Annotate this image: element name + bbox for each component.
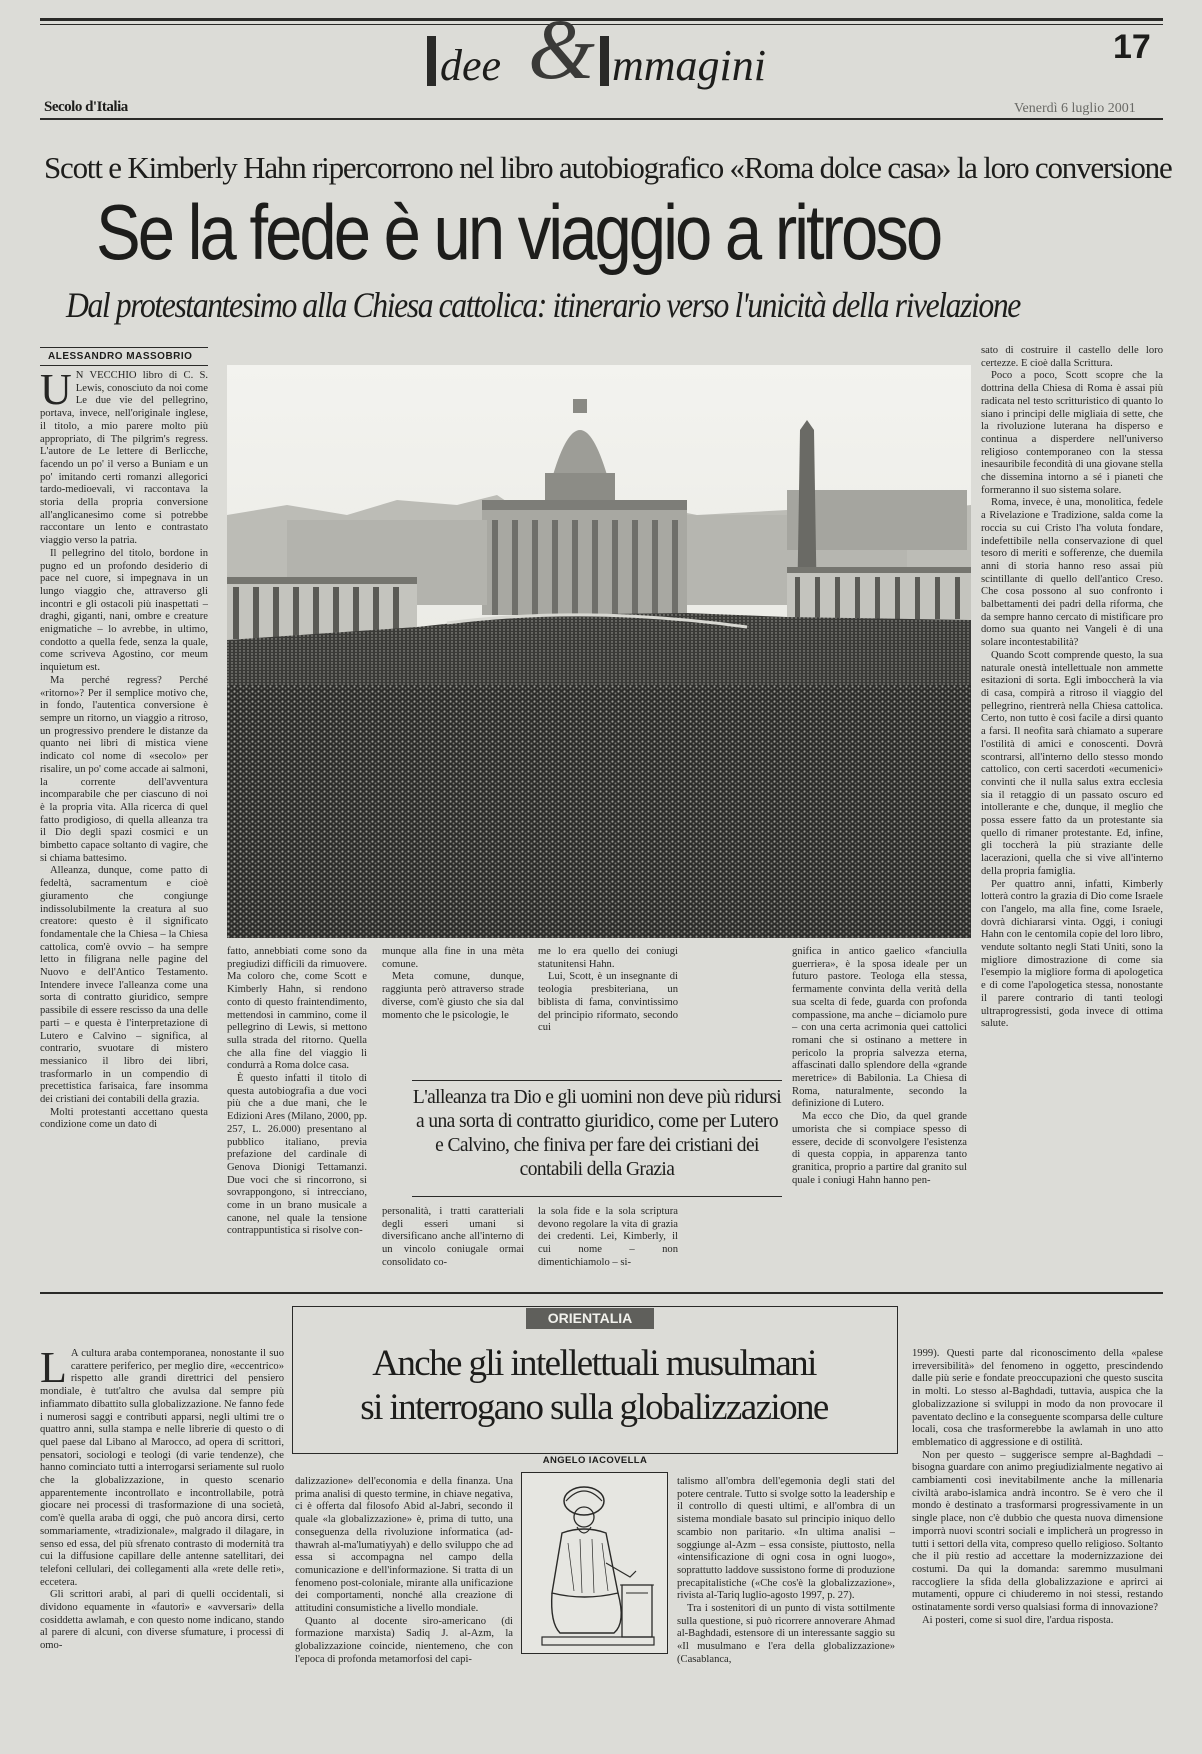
paragraph: Alleanza, dunque, come patto di fedeltà, sacramentum e cioè giuramento che congiunge indissolubilmente la creatura al suo creatore: questo è il significato fondamentale che la Chiesa – la Chiesa cattolica, com'è ovvio – ha sempre letto in filigrana nelle pagine del Nuovo e dell'Antico Testamento. Intendere invece l'alleanza come una sorta di contratto giuridico, sempre passibile di essere rescisso da una delle parti – e questa è l'interpretazione di Lutero e Calvino – significa, al contrario, svuotare di mistero messianico il libro dei libri, trasformarlo in un compendio di precettistica farisaica, fare insomma dei cristiani dei contabili della grazia. [40,865,208,1106]
scholar-figure [522,1473,667,1653]
paragraph: dalizzazione» dell'economia e della finanza. Una prima analisi di questo termine, in chiave negativa, ci è offerta dal filosofo Abid al-Jabri, secondo il quale «la globalizzazione» è, prima di tutto, una conseguenza della rivoluzione informatica (ad-thawrah al-ma'lumatiyyah) e dello sviluppo che ad essa si accompagna nel campo della comunicazione e dell'informazione. Si tratta di un fenomeno post-coloniale, mirante alla unificazione dei comportamenti, nonché alla creazione di attitudini consumistiche a livello mondiale. [295,1476,513,1615]
orientalia-headline-line2: si interrogano sulla globalizzazione [360,1387,828,1428]
paragraph: Per quattro anni, infatti, Kimberly lotterà contro la grazia di Dio come Israele con l'angelo, ma alla fine, come Israele, dovrà dichiararsi vinta. Oggi, i coniugi Hahn con le centomila copie del loro libro, vendute soltanto negli Stati Uniti, sono la migliore dimostrazione di come sia l'esempio la migliore forma di apologetica e di come l'apologetica stessa, nonostante il parere contrario di tanti teologi ultraprogressisti, goda invece di ottima salute. [981,878,1163,1030]
paragraph: fatto, annebbiati come sono da pregiudizi difficili da rimuovere. Ma coloro che, come Scott e Kimberly Hahn, si rendono conto di questo fraintendimento, mettendosi in cammino, come il pellegrino di Lewis, si mettono sulla strada del ritorno. Quella che alla fine del viaggio li condurrà a Roma dolce casa. [227,946,367,1072]
paragraph: Gli scrittori arabi, al pari di quelli occidentali, si dividono equamente in «fautori» e «avversari» della cosiddetta awlamah, e con questo nome indicano, stando al parere di alcuni, con diverse sfumature, i processi di omo- [40,1589,284,1652]
article-column-3 [382,946,524,1066]
article-column-1 [40,370,208,1290]
st-peters-square-photo [227,365,971,938]
paragraph: 1999). Questi parte dal riconoscimento della «palese irreversibilità» del fenomeno in oggetto, prescindendo dalle più serie e fondate preoccupazioni che questo suscita in molti. Lo stesso al-Baghdadi, tuttavia, auspica che la globalizzazione si sviluppi in modo da non provocare il paventato declino e la conseguente scomparsa delle culture locali, cosa che trasformerebbe la awlamah in uno atto emblematico di aggressione e di ostilità. [912,1348,1163,1448]
scholar-illustration [521,1472,668,1654]
article-column-4b [538,1206,678,1282]
paragraph: Lui, Scott, è un insegnante di teologia presbiteriana, un biblista di fama, convintissimo del principio riformato, secondo cui [538,971,678,1034]
article-column-4 [538,946,678,1066]
orientalia-column-1 [40,1348,284,1748]
newspaper-name: Secolo d'Italia [44,99,128,115]
paragraph: Poco a poco, Scott scopre che la dottrina della Chiesa di Roma è assai più radicata nel testo scritturistico di quanto lo siano i principi delle migliaia di sette, che la rivoluzione luterana ha disperso e continua a disperdere nell'universo religioso contemporaneo con la stessa inesauribile fecondità di una giovane stella che dissemina intorno a sé i pianeti che formeranno il suo sistema solare. [981,370,1163,496]
drop-cap: L [40,1348,67,1392]
section-title-part1: dee [440,41,502,90]
paragraph: sato di costruire il castello delle loro certezze. E cioè dalla Scrittura. [981,345,1163,369]
paragraph: talismo all'ombra dell'egemonia degli stati del potere centrale. Tutto si svolge sotto la leadership e il controllo di questi ultimi, e all'ombra di un sistema mondiale basato sul principio iniquo dello scambio non paritario. «In ultima analisi – soggiunge al-Azm – essa consiste, piuttosto, nella «intensificazione di ogni cosa in ogni luogo», soprattutto laddove sussistono forme di produzione precapitalistiche («Che cos'è la globalizzazione», rivista al-Tariq luglio-agosto 1997, p. 27). [677,1476,895,1602]
section-bar-right [600,36,609,86]
orientalia-label: ORIENTALIA [526,1308,654,1329]
paragraph: personalità, i tratti caratteriali degli esseri umani si diversificano anche all'interno di un vincolo coniugale ormai consolidato co- [382,1206,524,1268]
article-column-5 [792,946,967,1280]
byline-rule-bottom [40,365,208,366]
paragraph: A cultura araba contemporanea, nonostante il suo carattere periferico, per meglio dire, «eccentrico» rispetto alle grandi direttrici del pensiero mondiale, è tutt'altro che avulsa dal sempre più infiammato dibattito sulla globalizzazione. Ne fanno fede i numerosi saggi e contributi apparsi, negli ultimi tre o quattro anni, sulla stampa e nelle librerie di questo o di quel paese dal Libano al Marocco, ad opera di scrittori, pensatori, sociologi e teologi (di varie tendenze), che hanno cominciato tutti a interrogarsi seriamente sul ruolo che la globalizzazione, in questo scenario apparentemente incontrollato e incontrollabile, potrà giocare nei processi di trasformazione di una società, com'è quella araba di oggi, che può ancora dirsi, certo sommariamente, «tradizionale», malgrado il dilagare, in senso ed essa, del più sfrenato contrasto di modernità tra cui la diffusione capillare delle antenne satellitari, dei telefoni cellulari, dei collegamenti alla «rete delle reti», eccetera. [40,1348,284,1588]
byline-rule-top [40,347,208,348]
paragraph: N VECCHIO libro di C. S. Lewis, conosciuto da noi come Le due vie del pellegrino, portava, invece, nell'originale inglese, il titolo, a mio parere molto più appropriato, di The pilgrim's regress. L'autore de Le lettere di Berlicche, facendo un po' il verso a Buniam e un po' imitando certi romanzi allegorici tardo-medioevali, vi raccontava la storia della propria conversione all'anglicanesimo come si potrebbe raccontare un lento e contrastato viaggio verso la patria. [40,370,208,547]
article-column-3b [382,1206,524,1282]
article-deck: Dal protestantesimo alla Chiesa cattolica: itinerario verso l'unicità della rivelazione [66,285,1020,325]
article-column-6 [981,345,1163,1280]
orientalia-column-2 [295,1476,513,1748]
orientalia-column-4 [912,1348,1163,1748]
paragraph: Ma ecco che Dio, da quel grande umorista che si compiace spesso di essere, decide di sconvolgere l'esistenza di questa coppia, in apparenza tanto granitica, proprio a partire dal granito sul quale i coniugi Hahn hanno pen- [792,1111,967,1186]
orientalia-byline-rule [495,1453,695,1454]
pullquote-rule-bottom [412,1196,782,1197]
paragraph: Ma perché regress? Perché «ritorno»? Per il semplice motivo che, in fondo, l'autentica conversione è sempre un ritorno, un viaggio a ritroso, un progressivo prendere le distanze da quanto nei libri di mistica viene indicato col nome di «secolo» per risalire, un po' come accade ai salmoni, la corrente dell'avventura incomparabile che per ciascuno di noi è la propria vita. Alla ricerca di quel fatto prodigioso, di quella alleanza tra il Dio degli spazi cosmici e un bimbetto capace soltanto di vagire, che si chiama battesimo. [40,674,208,864]
top-rule [40,18,1163,21]
section-divider [40,1292,1163,1294]
pull-quote: L'alleanza tra Dio e gli uomini non deve più ridursi a una sorta di contratto giuridico, come per Lutero e Calvino, che finiva per fare dei cristiani dei contabili della Grazia [412,1087,782,1180]
masthead-rule [40,118,1163,120]
paragraph: la sola fide e la sola scriptura devono regolare la vita di grazia dei credenti. Lei, Kimberly, il cui nome – non dimentichiamolo – si- [538,1206,678,1268]
paragraph: munque alla fine in una mèta comune. [382,946,524,970]
article-column-2 [227,946,367,1280]
section-title-part2: mmagini [612,41,766,90]
pullquote-rule-top [412,1080,782,1081]
orientalia-headline-line1: Anche gli intellettuali musulmani [372,1343,816,1384]
paragraph: È questo infatti il titolo di questa autobiografia a due voci più che a due mani, che le Edizioni Ares (Milano, 2000, pp. 257, L. 26.000) presentano al pubblico italiano, previa prefazione del cardinale di Genova Dionigi Tettamanzi. Due voci che si rincorrono, si sovrappongono, si intrecciano, come in un brano musicale a canone, nel quale la tensione contrappuntistica si risolve con- [227,1073,367,1237]
article-kicker: Scott e Kimberly Hahn ripercorrono nel libro autobiografico «Roma dolce casa» la loro conversione [44,150,1172,185]
paragraph: Tra i sostenitori di un punto di vista sottilmente sulla questione, si può ricorrere annoverare Ahmad al-Baghdadi, estensore di un interessante saggio su «Il musulmano e l'era della globalizzazione» (Casablanca, [677,1603,895,1665]
paragraph: Molti protestanti accettano questa condizione come un dato di [40,1106,208,1131]
section-bar-left [427,36,436,86]
paragraph: me lo era quello dei coniugi statunitensi Hahn. [538,946,678,970]
orientalia-column-3 [677,1476,895,1748]
top-rule-thin [40,24,1163,25]
page-number: 17 [1113,28,1151,66]
article-headline: Se la fede è un viaggio a ritroso [96,188,941,276]
paragraph: Ai posteri, come si suol dire, l'ardua risposta. [922,1614,1114,1626]
article-byline: ALESSANDRO MASSOBRIO [48,351,193,362]
paragraph: Meta comune, dunque, raggiunta però attraverso strade diverse, com'è giusto che sia dal momento che le psicologie, le [382,971,524,1021]
issue-date: Venerdì 6 luglio 2001 [1014,101,1136,116]
section-ampersand: & [528,1,595,97]
paragraph: Roma, invece, è una, monolitica, fedele a Rivelazione e Tradizione, salda come la roccia su cui Cristo l'ha voluta fondare, indefettibile nella conservazione di quel tesoro di meriti e sofferenze, che duemila anni di storia hanno reso assai più scintillante di quello dell'antico Creso. Che cosa possono al suo confronto i balbettamenti dei padri della riforma, che da sempre hanno cercato di mistificare pro domo sua quanto nei Vangeli è di una solare incontestabilità? [981,497,1163,649]
paragraph: Quanto al docente siro-americano (di formazione marxista) Sadiq J. al-Azm, la globalizzazione coincide, nientemeno, che con l'epoca di profonda metamorfosi del capi- [295,1615,513,1665]
paragraph: gnifica in antico gaelico «fanciulla guerriera», è la sposa ideale per un futuro pastore. Teologa ella stessa, fermamente convinta della verità della sua scelta di fede, guarda con profonda compassione, ma anche – diciamolo pure – con una certa acrimonia quei cattolici romani che si ostinano a mettere in pericolo la propria salvezza eterna, affascinati dallo splendore della «grande meretrice» di Babilonia. La Chiesa di Roma, naturalmente, secondo la definizione di Lutero. [792,946,967,1110]
paragraph: Il pellegrino del titolo, bordone in pugno ed un profondo desiderio di pace nel cuore, si impegnava in un lungo viaggio che, attraverso gli incontri e gli ostacoli più inaspettati – draghi, giganti, nani, ombre e creature enigmatiche – lo avrebbe, in ultimo, condotto a quella fede, senza la quale, come scriveva Agostino, cor meum inquietum est. [40,547,208,674]
orientalia-byline: ANGELO IACOVELLA [542,1455,648,1466]
photo-illustration [227,365,971,938]
paragraph: Non per questo – suggerisce sempre al-Baghdadi – bisogna guardare con animo pregiudizialmente negativo ai cambiamenti così inevitabilmente anche la millenaria civiltà arabo-islamica andrà incontro. Se è vero che il mondo è destinato a trasformarsi progressivamente in un single place, non c'è dubbio che questa nuova dimensione imporrà nuovi scontri sociali e implicherà un progresso in tutti i settori della vita, compreso quello religioso. Soltanto che il più restio ad accettare la modernizzazione dei costumi. Da qui la domanda: saremmo musulmani raccogliere la sfida della globalizzazione e aprirci ai mutamenti, oppure ci chiuderemo in noi stessi, restando ostinatamente sordi verso qualsiasi forma di innovazione? [912,1449,1163,1614]
paragraph: Quando Scott comprende questo, la sua naturale onestà intellettuale non ammette esitazioni di sorta. Egli imboccherà la via di casa, compirà a ritroso il viaggio del pellegrino, rientrerà nella Chiesa cattolica. Certo, non tutto è così facile a dirsi quanto a farsi. Il neofita sarà chiamato a superare l'ostilità di amici e conoscenti. Dovrà scontrarsi, all'interno dello stesso mondo cattolico, con certi sacerdoti «ecumenici» convinti che il nulla salus extra ecclesia sia il retaggio di un passato oscuro ed intollerante e che, dunque, il meglio che possa essere fatto da un protestante sia quello di rimaner protestante. Ed, infine, gli toccherà la più straziante delle lacerazioni, quella che si vive all'interno della propria famiglia. [981,649,1163,877]
drop-cap: U [40,370,72,414]
